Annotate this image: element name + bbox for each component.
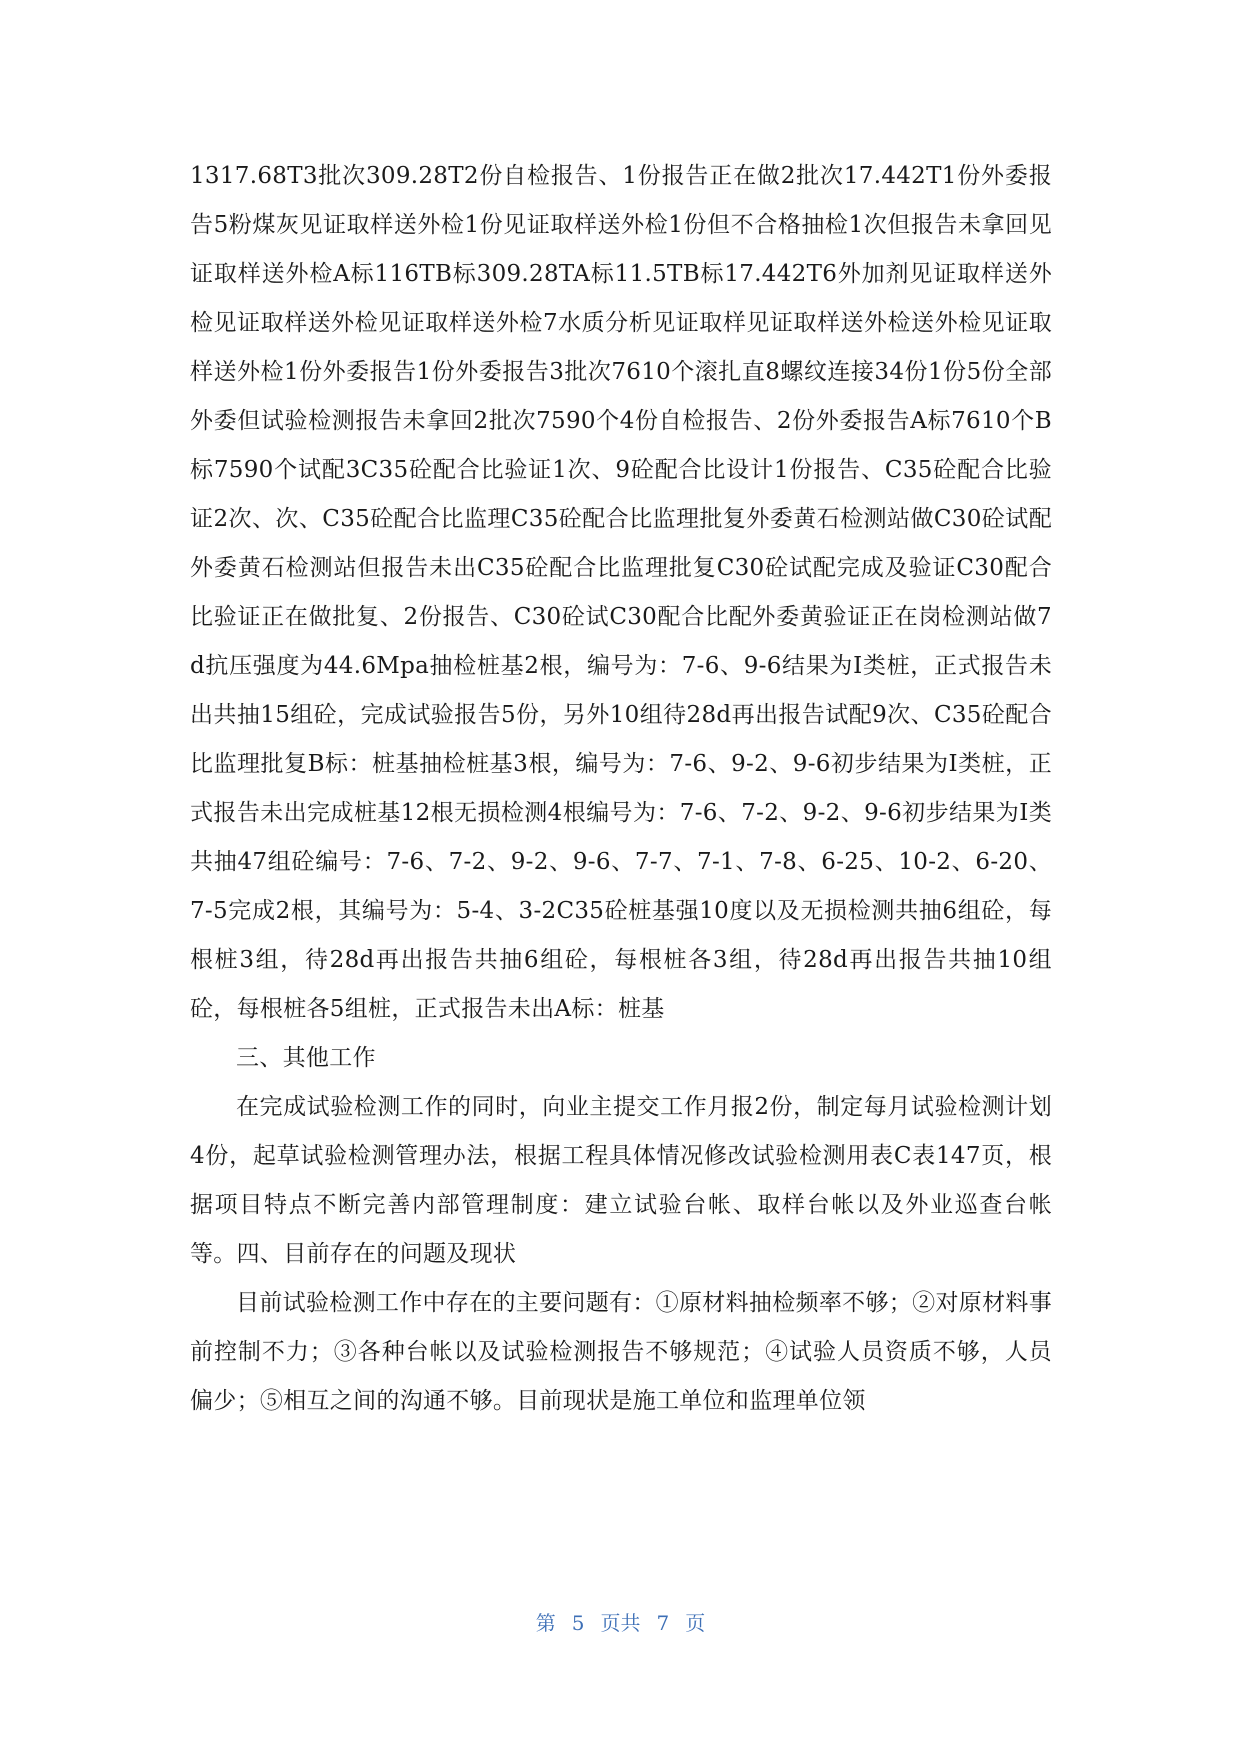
- section-heading-other-work: 三、其他工作: [236, 1045, 376, 1071]
- footer-current-page: 5: [571, 1611, 585, 1635]
- footer-suffix: 页: [685, 1611, 706, 1635]
- paragraph-test-summary: 1317.68T3批次309.28T2份自检报告、1份报告正在做2批次17.442T1份外委报告5粉煤灰见证取样送外检1份见证取样送外检1份但不合格抽检1次但报告未拿回见证取样送外检A标116TB标309.28TA标11.5TB标17.442T6外加剂见证取样送外检见证取样送外检见证取样送外检7水质分析见证取样见证取样送外检送外检见证取样送外检1份外委报告1份外委报告3批次7610个滚扎直8螺纹连接34份1份5份全部外委但试验检测报告未拿回2批次7590个4份自检报告、2份外委报告A标7610个B标7590个试配3C35砼配合比验证1次、9砼配合比设计1份报告、C35砼配合比验证2次、次、C35砼配合比监理C35砼配合比监理批复外委黄石检测站做C30砼试配外委黄石检测站但报告未出C35砼配合比监理批复C30砼试配完成及验证C30配合比验证正在做批复、2份报告、C30砼试C30配合比配外委黄验证正在岗检测站做7d抗压强度为44.6Mpa抽检桩基2根，编号为：7-6、9-6结果为Ⅰ类桩，正式报告未出共抽15组砼，完成试验报告5份，另外10组待28d再出报告试配9次、C35砼配合比监理批复B标：桩基抽检桩基3根，编号为：7-6、9-2、9-6初步结果为Ⅰ类桩，正式报告未出完成桩基12根无损检测4根编号为：7-6、7-2、9-2、9-6初步结果为Ⅰ类共抽47组砼编号：7-6、7-2、9-2、9-6、7-7、7-1、7-8、6-25、10-2、6-20、7-5完成2根，其编号为：5-4、3-2C35砼桩基强10度以及无损检测共抽6组砼，每根桩3组，待28d再出报告共抽6组砼，每根桩各3组，待28d再出报告共抽10组砼，每根桩各5组桩，正式报告未出A标：桩基: [190, 163, 1052, 1022]
- paragraph-problems: 目前试验检测工作中存在的主要问题有：①原材料抽检频率不够；②对原材料事前控制不力；③各种台帐以及试验检测报告不够规范；④试验人员资质不够，人员偏少；⑤相互之间的沟通不够。目前现状是施工单位和监理单位领: [190, 1290, 1052, 1414]
- footer-total-pages: 7: [656, 1611, 670, 1635]
- paragraph-other-work: 在完成试验检测工作的同时，向业主提交工作月报2份，制定每月试验检测计划4份，起草试验检测管理办法，根据工程具体情况修改试验检测用表C表147页，根据项目特点不断完善内部管理制度：建立试验台帐、取样台帐以及外业巡查台帐等。四、目前存在的问题及现状: [190, 1094, 1052, 1267]
- page-footer: [0, 1607, 1241, 1636]
- footer-prefix: 第: [535, 1611, 556, 1635]
- document-body: [190, 152, 1052, 1426]
- footer-middle: 页共: [600, 1611, 641, 1635]
